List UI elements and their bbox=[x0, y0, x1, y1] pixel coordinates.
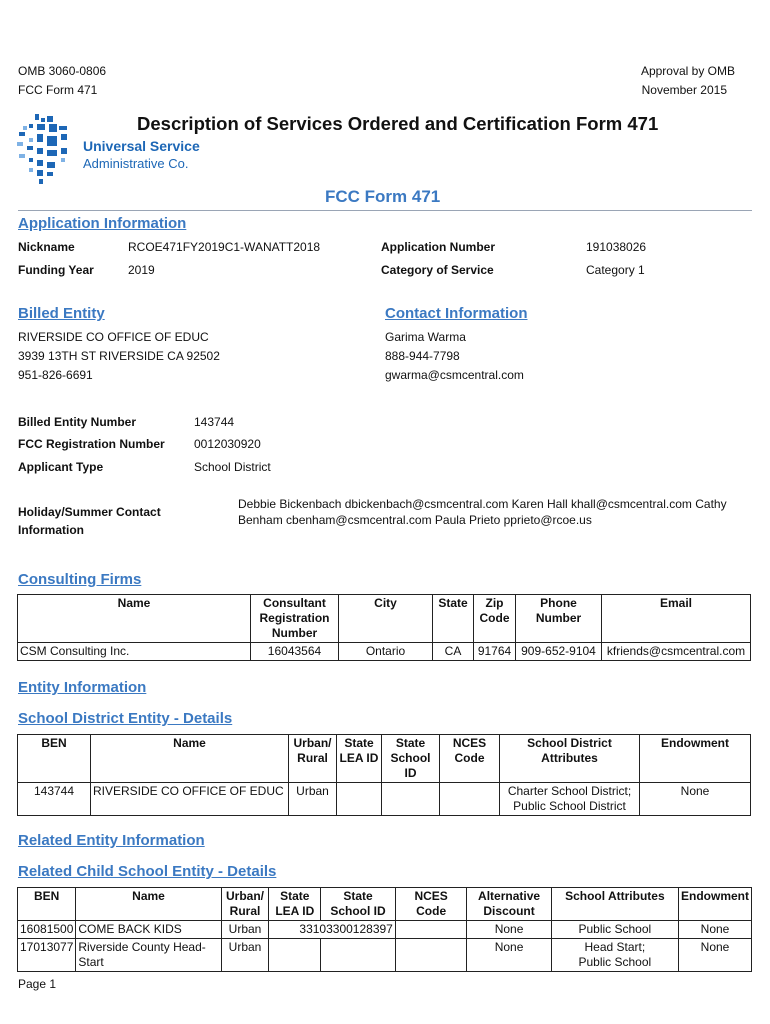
cell-reg-number: 16043564 bbox=[251, 643, 339, 661]
cell-urban-rural: Urban bbox=[221, 939, 269, 972]
consulting-firms-table bbox=[17, 594, 751, 661]
logo-text-line2: Administrative Co. bbox=[83, 156, 189, 171]
col-zip: Zip Code bbox=[474, 595, 516, 643]
col-ben: BEN bbox=[18, 735, 91, 783]
cell-name: CSM Consulting Inc. bbox=[18, 643, 251, 661]
cell-state-lea bbox=[269, 939, 321, 972]
table-header-row bbox=[18, 888, 752, 921]
funding-year-label: Funding Year bbox=[18, 263, 94, 277]
cell-nces bbox=[440, 783, 500, 816]
holiday-contacts-line1: Debbie Bickenbach dbickenbach@csmcentral.com Karen Hall khall@csmcentral.com Cathy bbox=[238, 497, 727, 511]
cell-endowment: None bbox=[640, 783, 751, 816]
form-id: FCC Form 471 bbox=[18, 83, 98, 97]
approval-date: November 2015 bbox=[641, 83, 727, 97]
application-info-heading: Application Information bbox=[18, 215, 187, 232]
holiday-contacts-line2: Benham cbenham@csmcentral.com Paula Prieto pprieto@rcoe.us bbox=[238, 513, 592, 527]
col-district-attributes: School District Attributes bbox=[500, 735, 640, 783]
col-name: Name bbox=[18, 595, 251, 643]
ben-label: Billed Entity Number bbox=[18, 415, 137, 429]
col-school-attributes: School Attributes bbox=[551, 888, 678, 921]
entity-info-heading: Entity Information bbox=[18, 679, 147, 696]
contact-info-heading: Contact Information bbox=[385, 305, 528, 322]
cell-endowment: None bbox=[679, 921, 752, 939]
col-email: Email bbox=[602, 595, 751, 643]
form-heading: FCC Form 471 bbox=[325, 187, 441, 206]
cell-state-lea bbox=[337, 783, 382, 816]
school-district-heading: School District Entity - Details bbox=[18, 710, 233, 727]
table-row bbox=[18, 921, 752, 939]
cell-name: COME BACK KIDS bbox=[76, 921, 221, 939]
cell-urban-rural: Urban bbox=[289, 783, 337, 816]
col-city: City bbox=[339, 595, 433, 643]
holiday-label-line1: Holiday/Summer Contact bbox=[18, 505, 161, 519]
col-state-lea: State LEA ID bbox=[337, 735, 382, 783]
applicant-type-value: School District bbox=[194, 460, 271, 474]
col-state-school-id: State School ID bbox=[382, 735, 440, 783]
table-header-row bbox=[18, 735, 751, 783]
col-ben: BEN bbox=[18, 888, 76, 921]
ben-value: 143744 bbox=[194, 415, 235, 429]
cell-school-attributes: Public School bbox=[551, 921, 678, 939]
col-name: Name bbox=[91, 735, 289, 783]
col-endowment: Endowment bbox=[640, 735, 751, 783]
cell-nces bbox=[395, 921, 467, 939]
table-row bbox=[18, 939, 752, 972]
table-row bbox=[18, 643, 751, 661]
related-child-table bbox=[17, 887, 752, 972]
page-number: Page 1 bbox=[18, 977, 57, 991]
holiday-label-line2: Information bbox=[18, 523, 84, 537]
consulting-firms-heading: Consulting Firms bbox=[18, 571, 142, 588]
school-district-table bbox=[17, 734, 751, 816]
cell-endowment: None bbox=[679, 939, 752, 972]
col-state-lea: State LEA ID bbox=[269, 888, 321, 921]
omb-number: OMB 3060-0806 bbox=[18, 64, 107, 78]
cell-state: CA bbox=[433, 643, 474, 661]
col-consultant-reg: Consultant Registration Number bbox=[251, 595, 339, 643]
cell-alt-discount: None bbox=[467, 939, 551, 972]
fcc-reg-value: 0012030920 bbox=[194, 437, 261, 451]
col-endowment: Endowment bbox=[679, 888, 752, 921]
cell-school-attributes: Head Start; Public School bbox=[551, 939, 678, 972]
col-alt-discount: Alternative Discount bbox=[467, 888, 551, 921]
col-nces: NCES Code bbox=[395, 888, 467, 921]
cell-alt-discount: None bbox=[467, 921, 551, 939]
funding-year-value: 2019 bbox=[128, 263, 155, 277]
cell-urban-rural: Urban bbox=[221, 921, 269, 939]
category-value: Category 1 bbox=[586, 263, 645, 277]
contact-phone: 888-944-7798 bbox=[385, 349, 460, 363]
divider bbox=[18, 210, 752, 211]
usac-logo-icon bbox=[15, 112, 75, 186]
related-entity-heading: Related Entity Information bbox=[18, 832, 205, 849]
cell-state-school-id bbox=[321, 939, 396, 972]
cell-nces bbox=[395, 939, 467, 972]
cell-state-school-id: 33103300128397 bbox=[269, 921, 395, 939]
col-name: Name bbox=[76, 888, 221, 921]
col-urban-rural: Urban/ Rural bbox=[289, 735, 337, 783]
billed-entity-name: RIVERSIDE CO OFFICE OF EDUC bbox=[18, 330, 209, 344]
cell-district-attributes: Charter School District; Public School District bbox=[500, 783, 640, 816]
col-state-school-id: State School ID bbox=[321, 888, 396, 921]
app-number-value: 191038026 bbox=[586, 240, 647, 254]
contact-email: gwarma@csmcentral.com bbox=[385, 368, 524, 382]
cell-state-school-id bbox=[382, 783, 440, 816]
cell-name: RIVERSIDE CO OFFICE OF EDUC bbox=[91, 783, 289, 816]
col-nces: NCES Code bbox=[440, 735, 500, 783]
contact-name: Garima Warma bbox=[385, 330, 466, 344]
logo-text-line1: Universal Service bbox=[83, 138, 200, 154]
col-state: State bbox=[433, 595, 474, 643]
applicant-type-label: Applicant Type bbox=[18, 460, 104, 474]
nickname-value: RCOE471FY2019C1-WANATT2018 bbox=[128, 240, 321, 254]
cell-ben: 16081500 bbox=[18, 921, 76, 939]
approval-label: Approval by OMB bbox=[640, 64, 735, 78]
category-label: Category of Service bbox=[381, 263, 494, 277]
cell-city: Ontario bbox=[339, 643, 433, 661]
nickname-label: Nickname bbox=[18, 240, 75, 254]
fcc-reg-label: FCC Registration Number bbox=[18, 437, 165, 451]
billed-entity-address: 3939 13TH ST RIVERSIDE CA 92502 bbox=[18, 349, 220, 363]
app-number-label: Application Number bbox=[381, 240, 496, 254]
col-urban-rural: Urban/ Rural bbox=[221, 888, 269, 921]
cell-ben: 143744 bbox=[18, 783, 91, 816]
cell-phone: 909-652-9104 bbox=[516, 643, 602, 661]
billed-entity-heading: Billed Entity bbox=[18, 305, 105, 322]
related-child-heading: Related Child School Entity - Details bbox=[18, 863, 277, 880]
cell-name: Riverside County Head- Start bbox=[76, 939, 221, 972]
billed-entity-phone: 951-826-6691 bbox=[18, 368, 93, 382]
col-phone: Phone Number bbox=[516, 595, 602, 643]
table-header-row bbox=[18, 595, 751, 643]
table-row bbox=[18, 783, 751, 816]
cell-ben: 17013077 bbox=[18, 939, 76, 972]
document-title: Description of Services Ordered and Certification Form 471 bbox=[137, 113, 659, 134]
cell-email: kfriends@csmcentral.com bbox=[602, 643, 751, 661]
cell-zip: 91764 bbox=[474, 643, 516, 661]
